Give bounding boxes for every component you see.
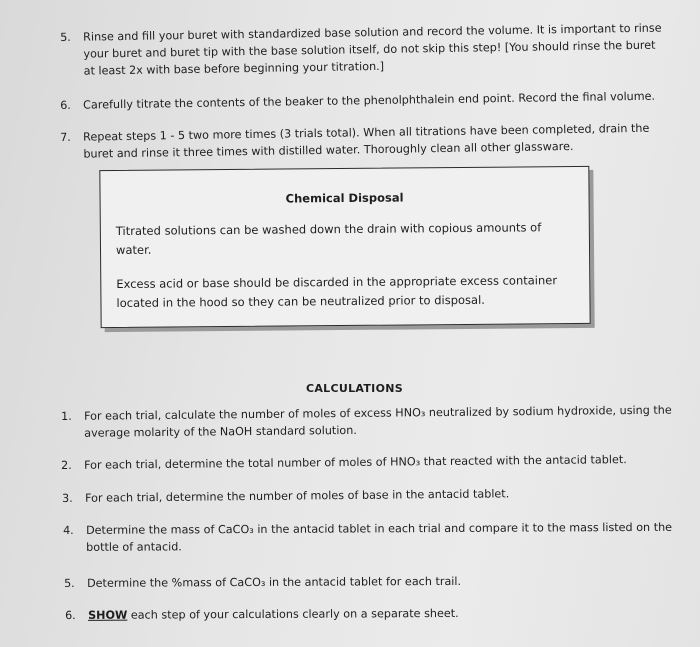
disposal-paragraph-2 <box>116 271 557 313</box>
item-text-rest: each step of your calculations clearly on a separate sheet. <box>127 606 459 622</box>
item-text-line: For each trial, determine the total number of moles of HNO₃ that reacted with the antacid tablet. <box>84 453 627 472</box>
disposal-text-line: Titrated solutions can be washed down the drain with copious amounts of <box>115 220 542 238</box>
step-number: 5. <box>60 30 71 44</box>
disposal-text-line: water. <box>115 242 152 257</box>
item-text-line <box>88 605 459 624</box>
item-text-line: For each trial, calculate the number of moles of excess HNO₃ neutralized by sodium hydroxide, using the <box>84 403 672 423</box>
calculations-heading: CALCULATIONS <box>306 382 403 395</box>
step-text-line: Repeat steps 1 - 5 two more times (3 trials total). When all titrations have been completed, drain the <box>83 121 650 144</box>
item-number: 6. <box>65 608 76 622</box>
item-text-line: Determine the %mass of CaCO₃ in the antacid tablet for each trail. <box>87 574 462 590</box>
step-text-line: buret and rinse it three times with distilled water. Thoroughly clean all other glassware. <box>83 139 574 161</box>
item-number: 2. <box>61 458 72 472</box>
item-text-line: average molarity of the NaOH standard solution. <box>84 423 357 440</box>
disposal-text-line: Excess acid or base should be discarded in the appropriate excess container <box>116 273 558 291</box>
disposal-title: Chemical Disposal <box>285 190 404 206</box>
item-number: 4. <box>63 523 74 537</box>
item-text-line: bottle of antacid. <box>86 540 182 554</box>
item-text-line: Determine the mass of CaCO₃ in the antacid tablet in each trial and compare it to the mass listed on the <box>86 520 673 537</box>
disposal-text-line: located in the hood so they can be neutralized prior to disposal. <box>116 292 485 310</box>
item-text-line: For each trial, determine the number of moles of base in the antacid tablet. <box>85 487 510 505</box>
item-number: 5. <box>64 576 75 590</box>
item-number: 1. <box>61 409 72 423</box>
step-text-line: at least 2x with base before beginning your titration.] <box>83 59 385 78</box>
show-emphasis: SHOW <box>88 608 128 622</box>
step-text-line: Carefully titrate the contents of the beaker to the phenolphthalein end point. Record the final volume. <box>83 89 656 112</box>
step-number: 6. <box>60 98 71 112</box>
disposal-paragraph-1 <box>116 218 542 260</box>
step-text-line: Rinse and fill your buret with standardized base solution and record the volume. It is important to rinse <box>83 21 662 44</box>
item-number: 3. <box>62 491 73 505</box>
chemical-disposal-box <box>99 166 590 328</box>
step-text-line: your buret and buret tip with the base solution itself, do not skip this step! [You should rinse the buret <box>83 38 656 61</box>
step-number: 7. <box>60 130 71 144</box>
